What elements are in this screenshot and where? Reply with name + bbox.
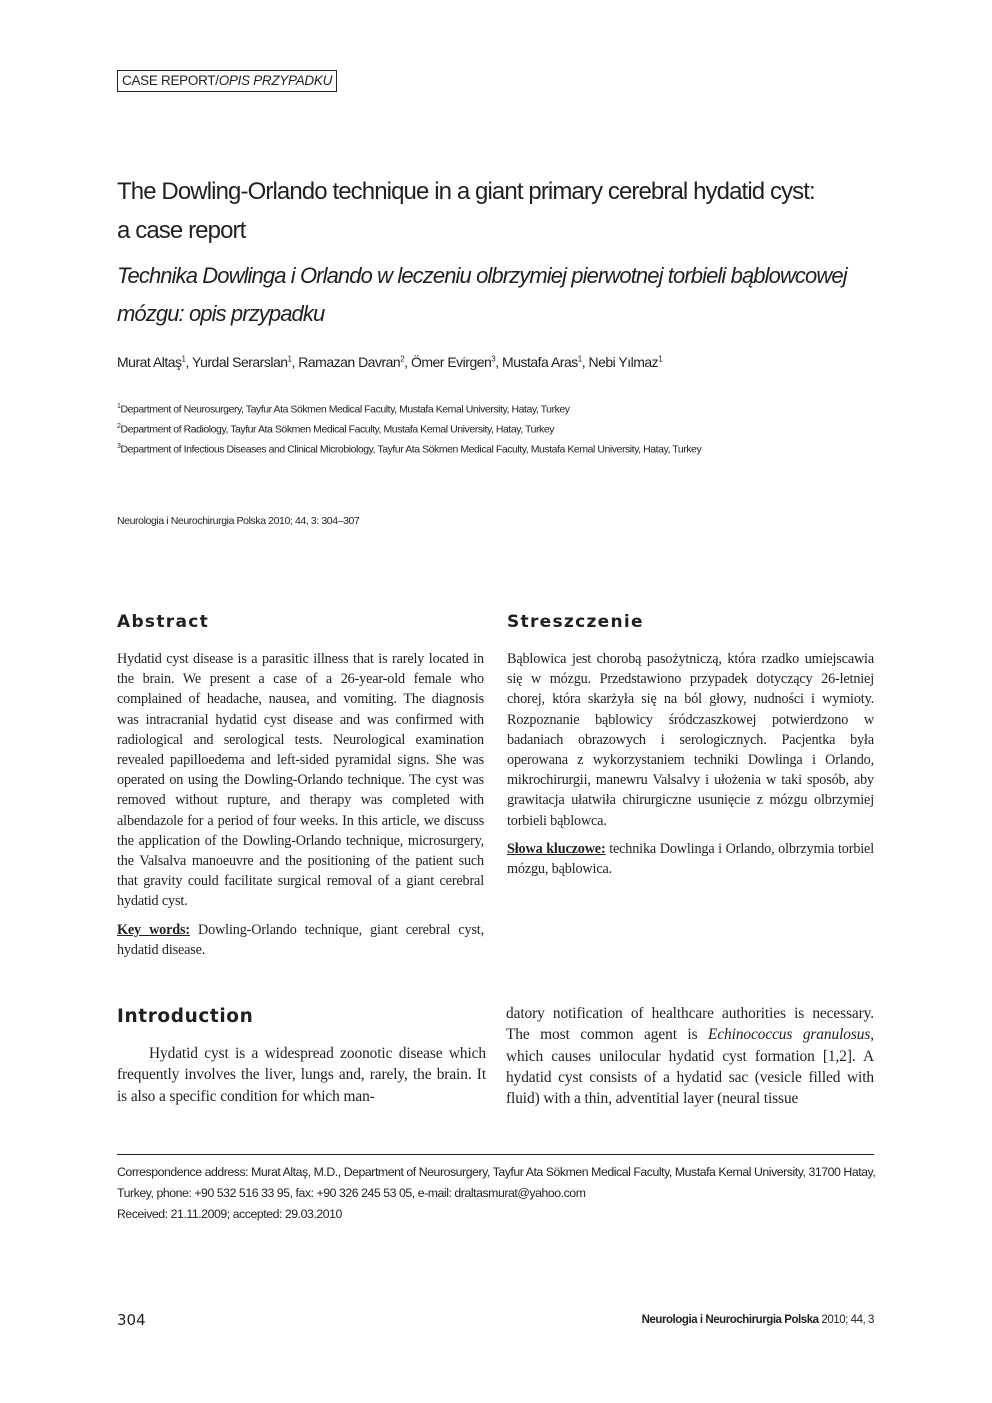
author-separator: , — [291, 354, 299, 370]
correspondence-line1: Correspondence address: Murat Altaş, M.D., Department of Neurosurgery, Tayfur Ata Sökmen Medical Faculty, Mustafa Kemal University, 31700 Hatay, — [117, 1165, 876, 1179]
streszczenie-heading: Streszczenie — [507, 612, 644, 632]
affiliation-text: Department of Radiology, Tayfur Ata Sökmen Medical Faculty, Mustafa Kemal University, Hatay, Turkey — [120, 423, 555, 436]
article-type-en: CASE REPORT/ — [122, 73, 219, 88]
introduction-species-name: Echinococcus granulosus — [708, 1026, 871, 1044]
introduction-right-text-b: , which causes unilocular hydatid cyst formation [1,2]. A hydatid cyst consists of a hydatid sac (vesicle filled with fluid) with a thin, adventitial layer (neural tissue — [506, 1026, 874, 1108]
page-number: 304 — [117, 1311, 146, 1329]
affiliation-1 — [117, 403, 570, 416]
author: Yurdal Serarslan — [192, 354, 288, 370]
article-title-polish-line2: mózgu: opis przypadku — [117, 301, 325, 326]
author: Mustafa Aras — [502, 354, 578, 370]
affiliation-number: 3 — [117, 443, 121, 450]
introduction-heading: Introduction — [117, 1006, 254, 1027]
introduction-left-column: Hydatid cyst is a widespread zoonotic disease which frequently involves the liver, lungs and, rarely, the brain. It is also a specific condition for which man- — [117, 1045, 486, 1105]
affiliation-text: Department of Neurosurgery, Tayfur Ata Sökmen Medical Faculty, Mustafa Kemal University, Hatay, Turkey — [120, 403, 570, 416]
abstract-text: Hydatid cyst disease is a parasitic illness that is rarely located in the brain. We present a case of a 26-year-old female who complained of headache, nausea, and vomiting. The diagnosis was intracranial hydatid cyst disease and was confirmed with radiological and serological tests. Neurological examination revealed papilloedema and left-sided pyramidal signs. She was operated on using the Dowling-Orlando technique. The cyst was removed without rupture, and therapy was completed with albendazole for a period of four weeks. In this article, we discuss the application of the Dowling-Orlando technique, microsurgery, the Valsalva manoeuvre and the positioning of the patient such that gravity could facilitate surgical removal of a giant cerebral hydatid cyst. — [117, 651, 484, 910]
abstract-keywords — [117, 920, 484, 960]
author: Ömer Evirgen — [410, 354, 492, 370]
author-separator: , — [185, 354, 193, 370]
affiliation-text: Department of Infectious Diseases and Clinical Microbiology, Tayfur Ata Sökmen Medical Faculty, Mustafa Kemal University, Hatay, Turkey — [120, 443, 702, 456]
author-affiliation-mark: 1 — [181, 354, 186, 364]
affiliation-2 — [117, 423, 554, 436]
article-type-label — [117, 70, 337, 92]
abstract-heading: Abstract — [117, 612, 210, 632]
article-title-polish — [117, 257, 877, 333]
article-title-line2: a case report — [117, 217, 246, 244]
correspondence-dates: Received: 21.11.2009; accepted: 29.03.2010 — [117, 1207, 342, 1221]
footer-journal — [642, 1314, 874, 1326]
article-type-pl: OPIS PRZYPADKU — [218, 73, 333, 88]
streszczenie-text: Bąblowica jest chorobą pasożytniczą, która rzadko umiejscawia się w mózgu. Przedstawiono przypadek dotyczący 26-letniej chorej, która skarżyła się na ból głowy, nudności i wymioty. Rozpoznanie bąblowicy śródczaszkowej potwierdzono w badaniach obrazowych i serologicznych. Pacjentka była operowana z wykorzystaniem techniki Dowlinga i Orlando, mikrochirurgii, manewru Valsalvy i ułożenia w taki sposób, aby grawitacja ułatwiła chirurgiczne usunięcie z mózgu olbrzymiej torbieli bąblowca. — [507, 651, 874, 829]
footnote-divider — [117, 1154, 874, 1155]
footer-journal-name: Neurologia i Neurochirurgia Polska — [641, 1314, 819, 1326]
article-title-polish-line1: Technika Dowlinga i Orlando w leczeniu olbrzymiej pierwotnej torbieli bąblowcowej — [117, 263, 847, 288]
author: Ramazan Davran — [298, 354, 401, 370]
streszczenie-keywords — [507, 839, 874, 879]
keywords-label: Key words: — [117, 921, 190, 938]
author-separator: , — [495, 354, 503, 370]
author-affiliation-mark: 2 — [400, 354, 405, 364]
affiliation-number: 2 — [117, 423, 121, 430]
introduction-right-text-a: datory notification of healthcare authorities is necessary. The most common agent is — [506, 1005, 874, 1044]
article-title — [117, 172, 877, 250]
journal-citation: Neurologia i Neurochirurgia Polska 2010; 44, 3: 304–307 — [117, 515, 360, 527]
author: Nebi Yılmaz — [588, 354, 659, 370]
keywords-text-pl: technika Dowlinga i Orlando, olbrzymia torbiel mózgu, bąblowica. — [507, 840, 874, 878]
author-affiliation-mark: 1 — [658, 354, 663, 364]
author-list — [117, 354, 662, 370]
footer-journal-issue: 2010; 44, 3 — [818, 1314, 874, 1326]
author-separator: , — [581, 354, 589, 370]
correspondence-line2: Turkey, phone: +90 532 516 33 95, fax: +90 326 245 53 05, e-mail: draltasmurat@yahoo.com — [117, 1186, 586, 1200]
introduction-right-column — [506, 1003, 874, 1109]
author: Murat Altaş — [117, 354, 182, 370]
keywords-label-pl: Słowa kluczowe: — [507, 840, 606, 857]
author-affiliation-mark: 1 — [577, 354, 582, 364]
article-title-line1: The Dowling-Orlando technique in a giant primary cerebral hydatid cyst: — [117, 178, 815, 205]
affiliation-number: 1 — [117, 403, 121, 410]
affiliation-3 — [117, 443, 701, 456]
keywords-text: Dowling-Orlando technique, giant cerebral cyst, hydatid disease. — [117, 921, 484, 958]
streszczenie-body — [507, 649, 874, 887]
correspondence-block — [117, 1162, 877, 1225]
abstract-body — [117, 649, 484, 968]
author-affiliation-mark: 1 — [287, 354, 292, 364]
author-affiliation-mark: 3 — [491, 354, 496, 364]
author-separator: , — [404, 354, 411, 370]
